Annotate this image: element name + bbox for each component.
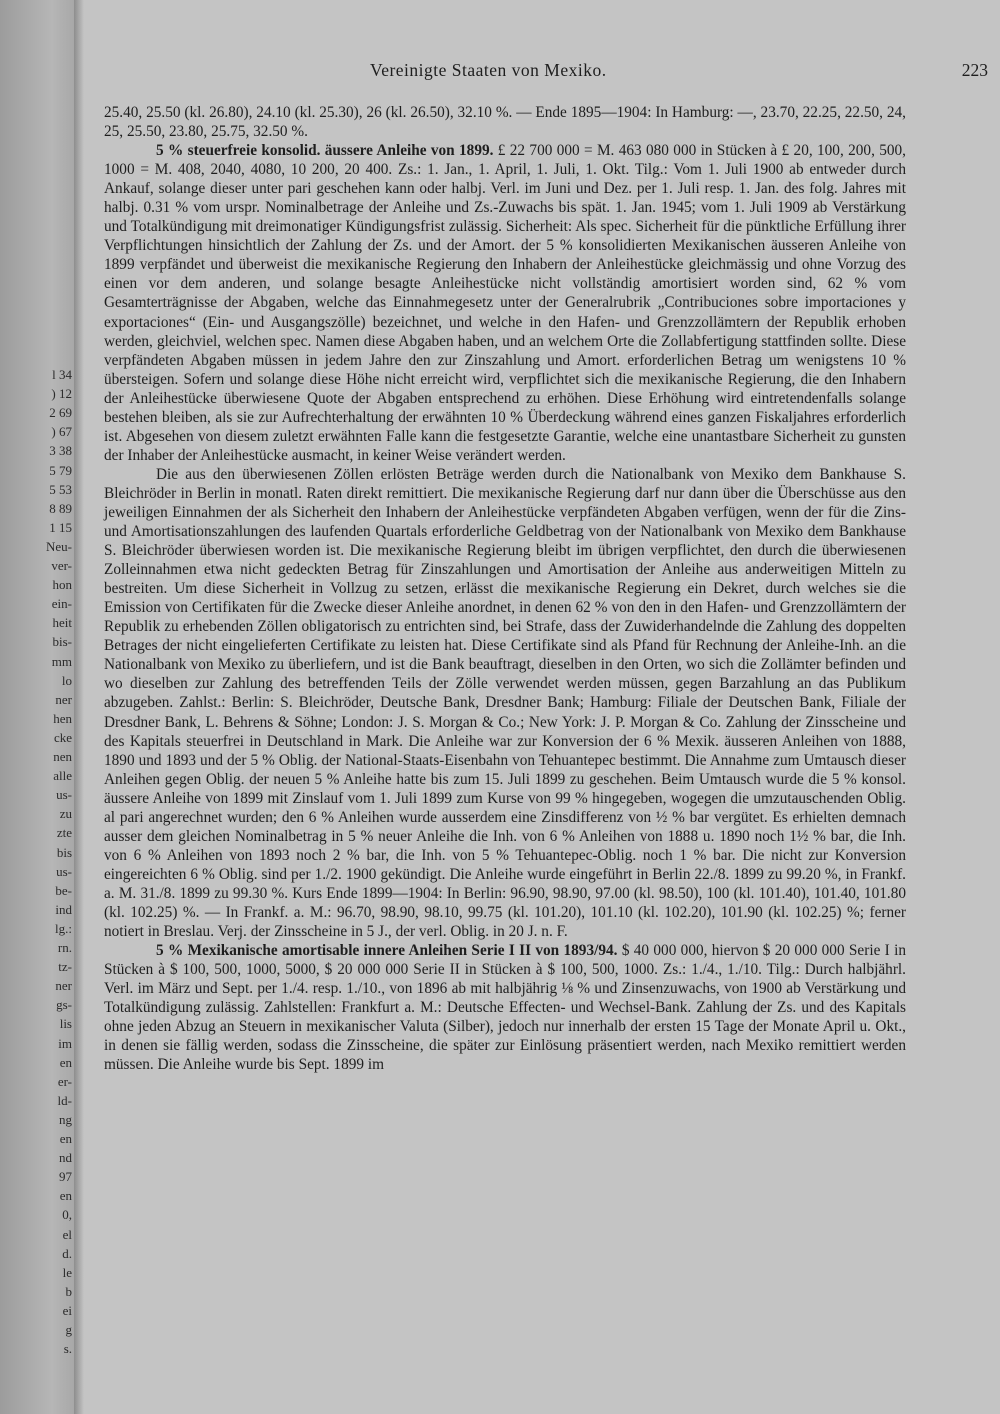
page-body [104,103,906,1074]
facing-page-fragment: ) 67 [51,424,72,440]
facing-page-fragment: el [62,1226,72,1242]
facing-page-fragment: zu [59,806,72,822]
facing-page-fragment: cke [53,729,72,745]
facing-page-fragment: lg.: [55,920,72,936]
paragraph-customs-revenue [104,465,906,941]
facing-page-fragment: hon [52,577,72,593]
facing-page-fragment: lis [59,1016,72,1032]
facing-page-fragment: 5 79 [49,462,72,478]
facing-page-fragment: gs- [56,997,72,1013]
facing-page-fragment: b [65,1283,72,1299]
facing-page-fragment: 5 53 [49,481,72,497]
facing-page-fragment: bis [56,844,72,860]
facing-page-fragment: ein- [51,596,72,612]
facing-page-fragment: ld- [57,1092,72,1108]
facing-page-fragment: alle [53,768,72,784]
facing-page-fragment: g [65,1322,72,1337]
section-heading: 5 % Mexikanische amortisable innere Anleihen Serie I II von 1893/94. [156,942,618,960]
facing-page-fragment: ei [62,1302,72,1318]
facing-page-fragment: ner [55,691,72,707]
facing-page-fragment: nen [53,749,72,764]
section-heading: 5 % steuerfreie konsolid. äussere Anleihe von 1899. [156,142,494,160]
facing-page-fragment: lo [61,672,72,688]
paragraph-internal-loans-1893 [104,941,906,1074]
paragraph-text: 25.40, 25.50 (kl. 26.80), 24.10 (kl. 25.30), 26 (kl. 26.50), 32.10 %. — Ende 1895—1904: In Hamburg: —, 23.70, 22.25, 22.50, 24, 25, 25.50, 23.80, 25.75, 32.50 %. [104,104,906,141]
paragraph-consolidated-loan-1899 [104,141,906,465]
facing-page-fragment: rn. [57,940,72,955]
paragraph-text: £ 22 700 000 = M. 463 080 000 in Stücken à £ 20, 100, 200, 500, 1000 = M. 408, 2040, 4080, 10 200, 20 400. Zs.: 1. Jan., 1. April, 1. Juli, 1. Okt. Tilg.: Vom 1. Juli 1900 ab entweder durch Ankauf, solange dieser unter pari geschehen kann oder halbj. Verl. im Juni und Dez. per 1. Juli resp. 1. Jan. des folg. Jahres mit halbj. 0.31 % vom urspr. Nominalbetrage der Anleihe und Zs.-Zuwachs bis spät. 1. Jan. 1945; vom 1. Juli 1909 ab Verstärkung und Totalkündigung mit dreimonatiger Kündigungsfrist zulässig. Sicherheit: Als spec. Sicherheit für die pünktliche Erfüllung ihrer Verpflichtungen hinsichtlich der Zahlung der Zs. und der Amort. der 5 % konsolidierten Mexikanischen äusseren Anleihe von 1899 verpfändet und überweist die mexikanische Regierung den Inhabern der Anleihestücke gleichmässig und ohne Vorzug des einen vor dem anderen, und solange besagte Anleihestücke nicht vollständig amortisiert worden sind, 62 % vom Gesamterträgnisse der Abgaben, welche das Einnahmegesetz unter der Generalrubrik „Contribuciones sobre importaciones y exportaciones“ (Ein- und Ausgangszölle) bezeichnet, und welche in den Hafen- und Grenzzollämtern der Republik erhoben werden, gleichviel, welchen spec. Namen diese Abgaben haben, und an welchem Orte die Zollabfertigung stattfinden sollte. Diese verpfändeten Abgaben müssen in jedem Jahre den zur Zinszahlung und Amort. erforderlichen Betrag um wenigstens 10 % übersteigen. Sofern und solange diese Höhe nicht erreicht wird, verpflichtet sich die mexikanische Regierung, die den Inhabern der Anleihestücke überwiesene Quote der Abgaben entsprechend zu erhöhen. Diese Erhöhung wird eintretendenfalls solange bestehen bleiben, als sie zur Aufrechterhaltung der erwähnten 10 % Überdeckung während eines ganzen Fiskaljahres erforderlich ist. Abgesehen von diesem zuletzt erwähnten Falle kann die festgesetzte Garantie, welche eine unantastbare Sicherheit zu gunsten der Inhaber der Anleihestücke ausmacht, in keiner Weise verändert werden. [104,142,906,464]
facing-page-fragment: heit [52,615,72,631]
facing-page-fragment: hen [53,710,72,726]
book-page [84,0,1000,1414]
facing-page-fragment: nd [59,1150,72,1166]
facing-page-fragment: ner [55,978,72,994]
facing-page-fragment: er- [57,1073,72,1089]
facing-page-fragment: im [58,1035,72,1051]
facing-page-fragment: 1 15 [49,519,72,535]
facing-page-fragment: Neu- [46,538,72,554]
facing-page-fragment: ind [55,901,72,917]
paragraph-text: Die aus den überwiesenen Zöllen erlösten Beträge werden durch die Nationalbank von Mexiko dem Bankhause S. Bleichröder in Berlin in monatl. Raten direkt remittiert. Die mexikanische Regierung darf nur dann über die Überschüsse aus den jeweiligen Einnahmen der als Sicherheit den Inhabern der Anleihestücke verpfändeten Abgaben verfügen, wenn der für die Zins- und Amortisationszahlungen des laufenden Quartals erforderliche Geldbetrag von der Nationalbank von Mexiko dem Bankhause S. Bleichröder überwiesen worden ist. Die mexikanische Regierung bleibt im übrigen verpflichtet, den durch die überwiesenen Zolleinnahmen etwa nicht gedeckten Betrag für Zinszahlungen und Amortisation der Anleihe aus anderweitigen Mitteln zu bestreiten. Um diese Sicherheit in Vollzug zu setzen, erlässt die mexikanische Regierung ein Dekret, durch welches sie die Emission von Certifikaten für die Zwecke dieser Anleihe anordnet, in denen 62 % von den in den Hafen- und Grenzzollämtern der Republik zu erhebenden Zöllen obligatorisch zu entrichten sind, bei Strafe, dass der Zuwiderhandelnde die Zahlung des doppelten Betrages der nicht eingelieferten Certifikate zu leisten hat. Diese Certifikate sind als Pfand für Rechnung der Anleihe-Inh. an die Nationalbank von Mexiko zu überliefern, und ist die Bank beauftragt, dieselben in den Orten, wo sich die Zollämter befinden und wo dieselben zur Zahlung des betreffenden Teils der Zölle verwendet werden müssen, gegen Barzahlung an das Publikum abzugeben. Zahlst.: Berlin: S. Bleichröder, Deutsche Bank, Dresdner Bank; Hamburg: Filiale der Deutschen Bank, Filiale der Dresdner Bank, L. Behrens & Söhne; London: J. S. Morgan & Co.; New York: J. P. Morgan & Co. Zahlung der Zinsscheine und des Kapitals steuerfrei in Deutschland in Mark. Die Anleihe war zur Konversion der 6 % Mexik. äusseren Anleihen von 1888, 1890 und 1893 und der 5 % Oblig. der National-Staats-Eisenbahn von Tehuantepec bestimmt. Die Annahme zum Umtausch dieser Anleihen gegen Oblig. der neuen 5 % Anleihe hatte bis zum 15. Juli 1899 zu geschehen. Beim Umtausch wurde die 5 % konsol. äussere Anleihe von 1899 mit Zinslauf vom 1. Juli 1899 zum Kurse von 99 % hingegeben, wogegen die umzutauschenden Oblig. al pari angerechnet wurden; den 6 % Anleihen wurde ausserdem eine Zinsdifferenz von ½ % bar vergütet. Es erhielten demnach ausser dem gleichen Nominalbetrag in 5 % neuer Anleihe die Inh. von 6 % Anleihen von 1888 u. 1890 noch 1½ % bar, die Inh. von 6 % Anleihen von 1893 noch 2 % bar, die Inh. von 5 % Tehuantepec-Oblig. noch 1 % bar. Die nicht zur Konversion eingereichten 6 % Oblig. sind per 1./2. 1900 gekündigt. Die Anleihe wurde eingeführt in Berlin 22./8. 1899 zu 99.20 %, in Frankf. a. M. 31./8. 1899 zu 99.30 %. Kurs Ende 1899—1904: In Berlin: 96.90, 98.90, 97.00 (kl. 98.50), 100 (kl. 101.40), 101.40, 101.80 (kl. 102.25) %. — In Frankf. a. M.: 96.70, 98.90, 98.10, 99.75 (kl. 101.20), 101.10 (kl. 102.20), 101.90 (kl. 102.25) %; ferner notiert in Breslau. Verj. der Zinsscheine in 5 J., der verl. Oblig. in 20 J. n. F. [104,465,906,941]
facing-page-fragment: bis- [52,634,72,650]
facing-page-fragment: s. [63,1341,72,1357]
facing-page-fragment: 3 38 [49,443,72,459]
facing-page-fragment: ver- [51,558,72,573]
facing-page-fragment: mm [51,653,72,669]
facing-page-fragment: le [62,1264,72,1280]
paragraph-continuation [104,103,906,141]
facing-page-fragment: d. [62,1245,72,1261]
facing-page-fragment: us- [56,863,72,879]
facing-page-fragment: l 34 [52,367,72,382]
facing-page-fragment: tz- [58,959,72,975]
facing-page-fragment: ) 12 [51,386,72,402]
facing-page-fragment: 97 [59,1169,72,1185]
facing-page-fragment: 0, [62,1207,72,1223]
facing-page-fragment: en [59,1054,72,1070]
page-number: 223 [961,60,988,80]
facing-page-edge [0,0,74,1414]
facing-page-fragment: ng [59,1111,72,1127]
facing-page-fragment: en [59,1131,72,1146]
page-fold-shadow [74,0,84,1414]
facing-page-fragment: zte [56,825,72,841]
page-header [84,60,1000,86]
facing-page-fragment: en [59,1188,72,1204]
facing-page-fragment: 8 89 [49,500,72,516]
paragraph-text: $ 40 000 000, hiervon $ 20 000 000 Serie I in Stücken à $ 100, 500, 1000, 5000, $ 20 000 000 Serie II in Stücken à $ 100, 500, 1000. Zs.: 1./4., 1./10. Tilg.: Durch halbjährl. Verl. im März und Sept. per 1./4. resp. 1./10., von 1896 ab mit halbjährig ⅛ % und Zinsenzuwachs, von 1900 ab Verstärkung und Totalkündigung zulässig. Zahlstellen: Frankfurt a. M.: Deutsche Effecten- und Wechsel-Bank. Zahlung der Zs. und des Kapitals ohne jeden Abzug an Steuern in mexikanischer Valuta (Silber), jedoch nur innerhalb der ersten 15 Tage der Monate April u. Okt., in denen sie fällig werden, sodass die Zinsscheine, die später zur Einlösung präsentiert werden, nach Mexiko remittiert werden müssen. Die Anleihe wurde bis Sept. 1899 im [104,942,906,1074]
running-title: Vereinigte Staaten von Mexiko. [370,60,607,80]
facing-page-fragment: be- [55,882,72,898]
facing-page-fragment: 2 69 [49,405,72,421]
facing-page-fragment: us- [56,787,72,803]
